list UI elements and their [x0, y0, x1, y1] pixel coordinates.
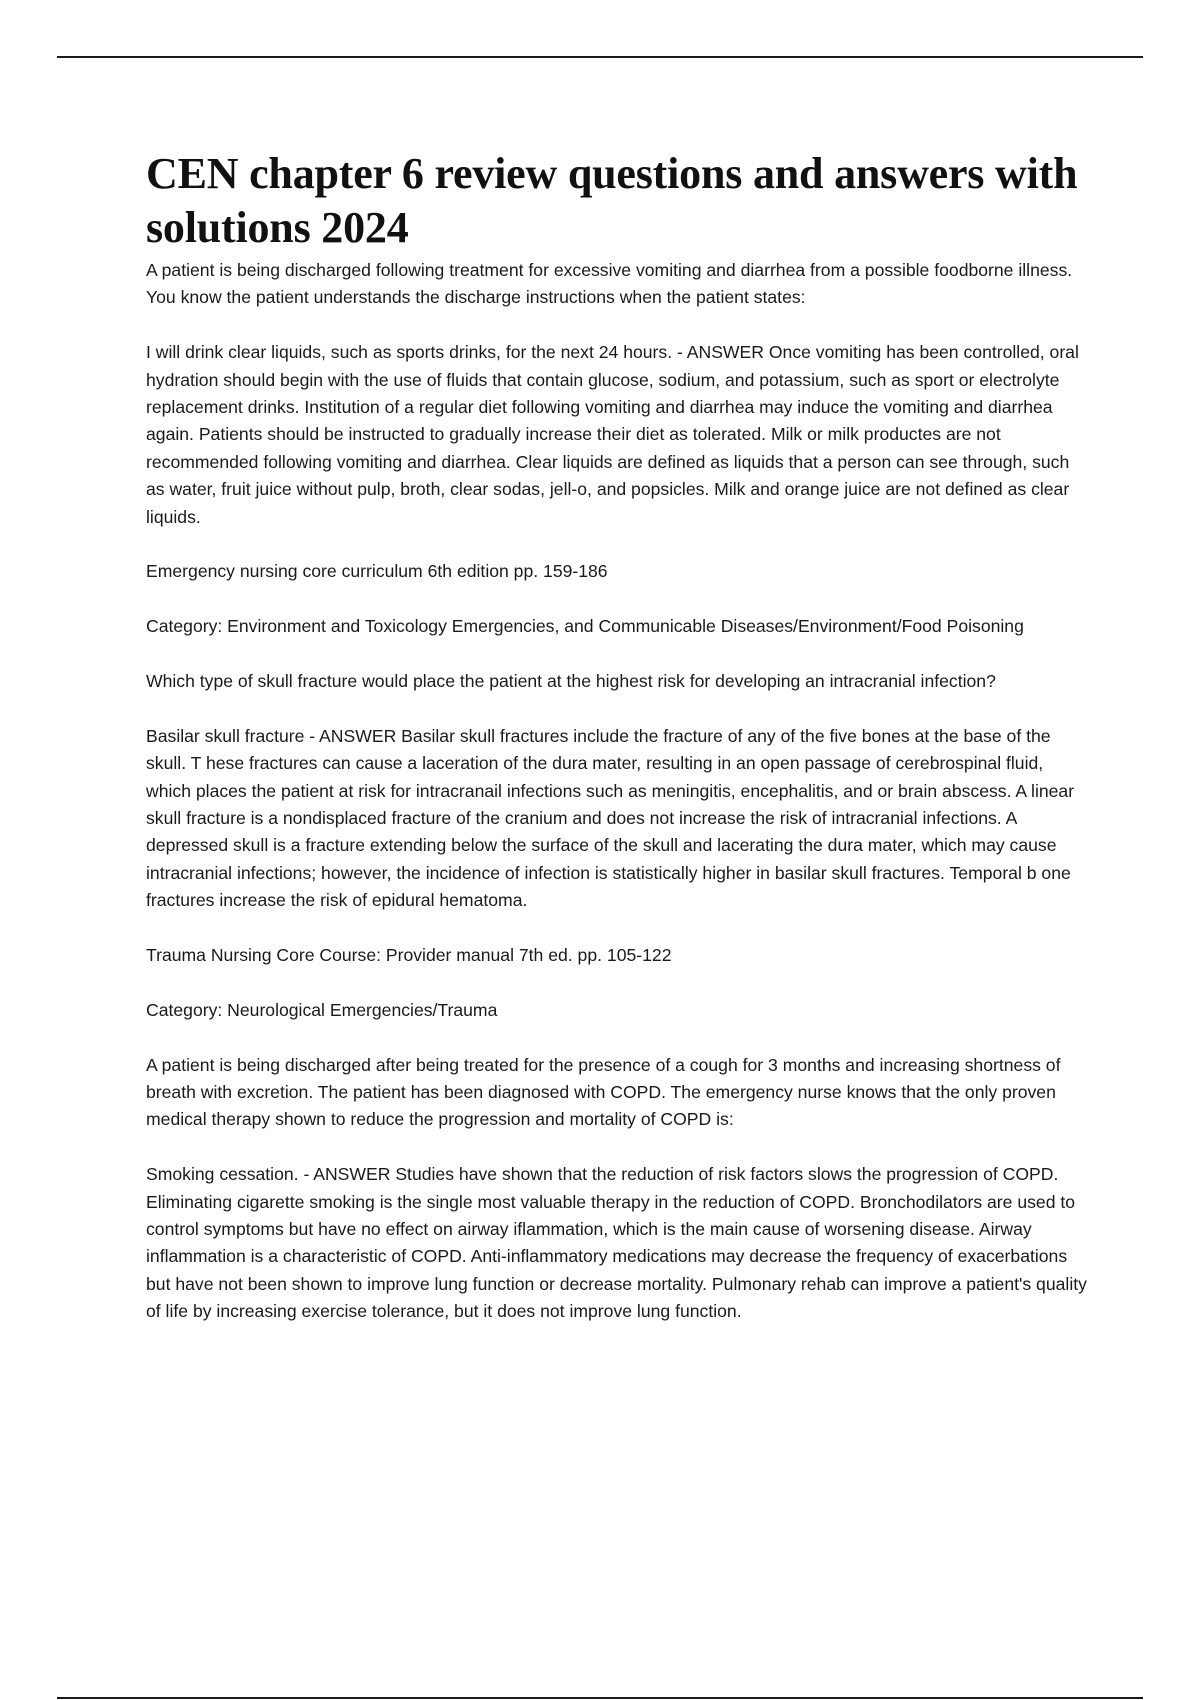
footer-rule [57, 1697, 1143, 1699]
reference-1: Emergency nursing core curriculum 6th edition pp. 159-186 [146, 561, 608, 582]
reference-2: Trauma Nursing Core Course: Provider manual 7th ed. pp. 105-122 [146, 945, 672, 966]
document-body [146, 147, 1088, 1353]
answer-1: I will drink clear liquids, such as sports drinks, for the next 24 hours. - ANSWER Once vomiting has been controlled, oral hydration should begin with the use of fluids that contain glucose, sodium, and potassium, such as sport or electrolyte replacement drinks. Institution of a regular diet following vomiting and diarrhea may induce the vomiting and diarrhea again. Patients should be instructed to gradually increase their diet as tolerated. Milk or milk productes are not recommended following vomiting and diarrhea. Clear liquids are defined as liquids that a person can see through, such as water, fruit juice without pulp, broth, clear sodas, jell-o, and popsicles. Milk and orange juice are not defined as clear liquids. [146, 342, 1079, 527]
header-rule [57, 56, 1143, 58]
question-2: Which type of skull fracture would place the patient at the highest risk for developing an intracranial infection? [146, 671, 996, 692]
answer-3: Smoking cessation. - ANSWER Studies have shown that the reduction of risk factors slows the progression of COPD. Eliminating cigarette smoking is the single most valuable therapy in the reduction of COPD. Bronchodilators are used to control symptoms but have no effect on airway iflammation, which is the main cause of worsening disease. Airway inflammation is a characteristic of COPD. Anti-inflammatory medications may decrease the frequency of exacerbations but have not been shown to improve lung function or decrease mortality. Pulmonary rehab can improve a patient's quality of life by increasing exercise tolerance, but it does not improve lung function. [146, 1164, 1087, 1322]
document-title: CEN chapter 6 review questions and answers with solutions 2024 [146, 149, 1078, 252]
question-3: A patient is being discharged after being treated for the presence of a cough for 3 months and increasing shortness of breath with excretion. The patient has been diagnosed with COPD. The emergency nurse knows that the only proven medical therapy shown to reduce the progression and mortality of COPD is: [146, 1054, 1061, 1130]
category-2: Category: Neurological Emergencies/Trauma [146, 999, 498, 1020]
category-1: Category: Environment and Toxicology Emergencies, and Communicable Diseases/Environment/Food Poisoning [146, 616, 1024, 637]
answer-2: Basilar skull fracture - ANSWER Basilar skull fractures include the fracture of any of the five bones at the base of the skull. T hese fractures can cause a laceration of the dura mater, resulting in an open passage of cerebrospinal fluid, which places the patient at risk for intracranail infections such as meningitis, encephalitis, and or brain abscess. A linear skull fracture is a nondisplaced fracture of the cranium and does not increase the risk of intracranial infections. A depressed skull is a fracture extending below the surface of the skull and lacerating the dura mater, which may cause intracranial infections; however, the incidence of infection is statistically higher in basilar skull fractures. Temporal b one fractures increase the risk of epidural hematoma. [146, 725, 1075, 911]
question-1: A patient is being discharged following treatment for excessive vomiting and diarrhea from a possible foodborne illness. You know the patient understands the discharge instructions when the patient states: [146, 260, 1073, 308]
